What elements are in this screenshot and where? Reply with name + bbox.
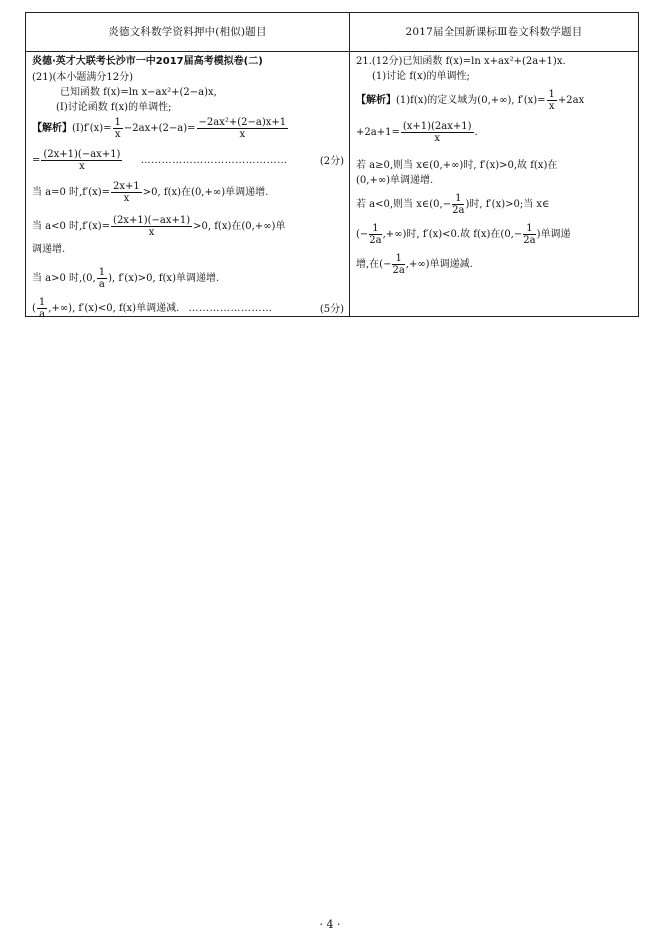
fraction: $\frac{1}{x}$ — [548, 89, 555, 112]
fraction: $\frac{1}{2a}$ — [523, 223, 536, 246]
fraction: $\frac{\text{−2ax²+(2−a)x+1}}{x}$ — [198, 117, 287, 140]
leader-dots: …………………… — [188, 303, 273, 314]
fraction: $\frac{1}{a}$ — [38, 297, 46, 320]
solution-tag: 【解析】 — [32, 123, 72, 134]
left-case-a-negative: 当 a<0 时,f′(x)= $\frac{(2x+1)(-ax+1)}{x}$ >0, f(x)在(0,+∞)单 — [32, 215, 286, 238]
header-right-title: 2017届全国新课标Ⅲ卷文科数学题目 — [405, 26, 583, 38]
fraction: $\frac{1}{2a}$ — [392, 253, 405, 276]
right-question-part: (1)讨论 f(x)的单调性; — [372, 71, 470, 82]
fraction: $\frac{(x+1)(2ax+1)}{x}$ — [402, 121, 472, 144]
page-number: · 4 · — [319, 918, 341, 931]
leader-dots: …………………………………… — [140, 155, 288, 166]
fraction: $\frac{(2x+1)(-ax+1)}{x}$ — [43, 149, 121, 172]
column-divider — [349, 13, 350, 316]
right-solution-line-2: +2a+1= $\frac{(x+1)(2ax+1)}{x}$ . — [356, 121, 478, 144]
left-question-part: (Ⅰ)讨论函数 f(x)的单调性; — [56, 102, 172, 113]
fraction: $\frac{2x+1}{x}$ — [113, 181, 140, 204]
left-question-number: (21)(本小题满分12分) — [32, 72, 134, 83]
left-source-title: 炎德·英才大联考长沙市一中2017届高考模拟卷(二) — [32, 56, 263, 67]
fraction: $\frac{1}{2a}$ — [452, 193, 465, 216]
solution-tag: 【解析】 — [356, 95, 396, 106]
right-case-a-nonneg: 若 a≥0,则当 x∈(0,+∞)时, f′(x)>0,故 f(x)在 — [356, 160, 558, 171]
fraction: $\frac{(2x+1)(-ax+1)}{x}$ — [113, 215, 191, 238]
left-case-a-negative-cont: 调递增. — [32, 244, 66, 255]
right-case-a-negative-2: (− $\frac{1}{2a}$ ,+∞)时, f′(x)<0.故 f(x)在(0,− $\frac{1}{2a}$ )单调递 — [356, 223, 571, 246]
comparison-table — [25, 12, 639, 320]
right-case-a-negative: 若 a<0,则当 x∈(0,− $\frac{1}{2a}$ )时, f′(x)>0;当 x∈ — [356, 193, 550, 216]
derivative-prefix: (Ⅰ)f′(x)= — [72, 123, 112, 134]
left-case-a-positive-2: ( $\frac{1}{a}$ ,+∞), f′(x)<0, f(x)单调递减. …………………… (5分) — [32, 297, 344, 320]
right-case-a-nonneg-cont: (0,+∞)单调递增. — [356, 175, 434, 186]
derivative-middle: −2ax+(2−a)= — [123, 123, 196, 134]
left-case-a-zero: 当 a=0 时,f′(x)= $\frac{2x+1}{x}$ >0, f(x)在(0,+∞)单调递增. — [32, 181, 269, 204]
header-left-title: 炎德文科数学资料押中(相似)题目 — [108, 26, 267, 38]
right-question: 21.(12分)已知函数 f(x)=ln x+ax²+(2a+1)x. — [356, 56, 566, 67]
score-mark: (2分) — [319, 156, 344, 167]
fraction: $\frac{1}{2a}$ — [369, 223, 382, 246]
left-solution-line-1 — [32, 117, 289, 140]
left-case-a-positive: 当 a>0 时,(0, $\frac{1}{a}$ ), f′(x)>0, f(x)单调递增. — [32, 267, 220, 290]
left-given-function: 已知函数 f(x)=ln x−ax²+(2−a)x, — [60, 87, 217, 98]
left-solution-line-2: = $\frac{(2x+1)(-ax+1)}{x}$ …………………………………… (2分) — [32, 149, 344, 172]
right-case-a-negative-3: 增,在(− $\frac{1}{2a}$ ,+∞)单调递减. — [356, 253, 473, 276]
score-mark: (5分) — [319, 304, 344, 315]
fraction: $\frac{1}{a}$ — [98, 267, 106, 290]
right-solution-line-1: 【解析】(1)f(x)的定义域为(0,+∞), f′(x)= $\frac{1}{x}$ +2ax — [356, 89, 585, 112]
fraction: $\frac{1}{x}$ — [114, 117, 121, 140]
table-header — [26, 13, 638, 52]
